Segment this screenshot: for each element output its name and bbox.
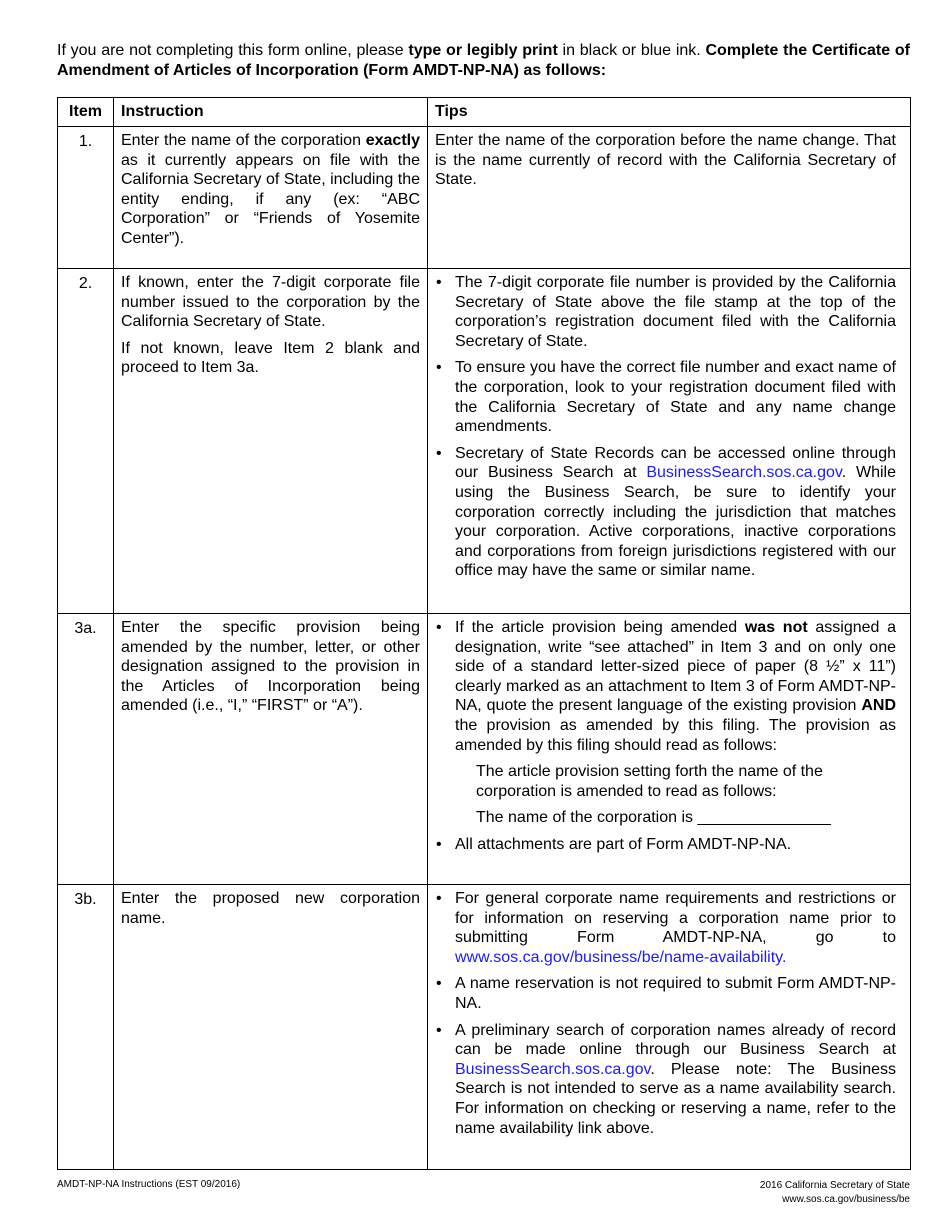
header-tips: Tips [428,98,911,127]
table-row-1 [58,127,911,269]
row3b-tips-list [435,889,896,1138]
row3a-tip-2: • All attachments are part of Form AMDT-NP-NA. [435,835,896,855]
row2-tips-list [435,273,896,581]
row2-tips [428,269,911,614]
table-row-2 [58,269,911,614]
row1-item: 1. [58,127,114,269]
row2-tip3-text-b: . While using the Business Search, be sure to identify your corporation correctly including the jurisdiction that matches your corporation. Active corporations, inactive corporations and corporations from foreign jurisdictions registered with our office may have the same or similar name. [455,464,896,580]
table-row-3a [58,614,911,885]
row2-tip-2: • To ensure you have the correct file number and exact name of the corporation, look to your registration document filed with the California Secretary of State and any name change amendments. [435,358,896,436]
row2-tip-3 [435,444,896,581]
business-search-link[interactable]: BusinessSearch.sos.ca.gov [646,464,842,482]
row1-tips [428,127,911,269]
row3b-tip-3 [435,1021,896,1139]
row2-ins-p2: If not known, leave Item 2 blank and proceed to Item 3a. [121,339,420,377]
row2-ins-p1: If known, enter the 7-digit corporate file number issued to the corporation by the California Secretary of State. [121,274,420,331]
footer-publisher [760,1179,910,1207]
row3a-tip1-text-b: assigned a designation, write “see attached” in Item 3 and on only one side of a standard letter-sized piece of paper (8 ½” x 11”) clearly marked as an attachment to Item 3 of Form AMDT-NP-NA, quote the present language of the existing provision [455,619,896,715]
row3b-tip-2: • A name reservation is not required to submit Form AMDT-NP-NA. [435,974,896,1013]
row3a-quote-2: The name of the corporation is _______________ [476,809,831,827]
row3b-tips [428,885,911,1170]
footer-form-id: AMDT-NP-NA Instructions (EST 09/2016) [57,1179,241,1190]
instructions-table [57,97,911,1170]
row1-ins-text-a: Enter the name of the corporation [121,132,366,149]
row3a-tips [428,614,911,885]
row3a-instruction [114,614,428,885]
table-header-row [58,98,911,127]
row2-tip3-text-a: Secretary of State Records can be accessed online through our Business Search at [455,444,896,482]
intro-paragraph [57,41,910,81]
intro-text-1: If you are not completing this form online, please [57,42,409,59]
row3b-tip-1 [435,889,896,967]
row2-instruction [114,269,428,614]
row3a-tip1-text-c: the provision as amended by this filing. The provision as amended by this filing should read as follows: [455,716,896,754]
row3a-tip1-bold-2: AND [861,697,896,715]
header-item: Item [58,98,114,127]
business-search-link-2[interactable]: BusinessSearch.sos.ca.gov [455,1060,651,1078]
row3a-ins-text: Enter the specific provision being amended by the number, letter, or other designation assigned to the provision in the Articles of Incorporation being amended (i.e., “I,” “FIRST” or “A”). [121,619,420,715]
row3a-tip-1 [435,618,896,828]
row3a-quote-1: The article provision setting forth the name of the corporation is amended to read as follows: [476,763,823,800]
row1-tip-text: Enter the name of the corporation before the name change. That is the name currently of record with the California Secretary of State. [435,132,896,189]
footer-copyright: 2016 California Secretary of State [759,1180,910,1191]
row3a-tips-list [435,618,896,855]
row3a-tip1-bold-1: was not [744,619,808,636]
intro-bold-1: type or legibly print [408,42,558,59]
footer-url: www.sos.ca.gov/business/be [782,1194,910,1205]
row1-instruction [114,127,428,269]
name-availability-link[interactable]: www.sos.ca.gov/business/be/name-availability. [455,948,787,966]
row3b-tip1-text-a: For general corporate name requirements and restrictions or for information on reserving a corporation name prior to submitting Form AMDT-NP-NA, go to [455,890,896,947]
row1-ins-text-b: as it currently appears on file with the California Secretary of State, including the entity ending, if any (ex: “ABC Corporation” or “Friends of Yosemite Center”). [121,151,420,247]
table-row-3b [58,885,911,1170]
header-instruction: Instruction [114,98,428,127]
row3b-ins-text: Enter the proposed new corporation name. [121,890,420,927]
intro-bold-2: Complete the Certificate of Amendment of Articles of Incorporation (Form AMDT-NP-NA) as follows: [57,42,911,79]
row2-item: 2. [58,269,114,614]
row3a-tip1-text-a: If the article provision being amended [455,619,745,636]
row2-tip-1: • The 7-digit corporate file number is provided by the California Secretary of State above the file stamp at the top of the corporation’s registration document filed with the California Secretary of State. [435,273,896,351]
row3b-item: 3b. [58,885,114,1170]
row3b-instruction [114,885,428,1170]
row1-ins-bold: exactly [365,132,420,149]
row3b-tip3-text-b: . Please note: The Business Search is not intended to serve as a name availability search. For information on checking or reserving a name, refer to the name availability link above. [455,1060,896,1137]
intro-text-2: in black or blue ink. [557,42,706,59]
row3b-tip3-text-a: A preliminary search of corporation names already of record can be made online through our Business Search at [455,1021,896,1059]
row3a-item: 3a. [58,614,114,885]
